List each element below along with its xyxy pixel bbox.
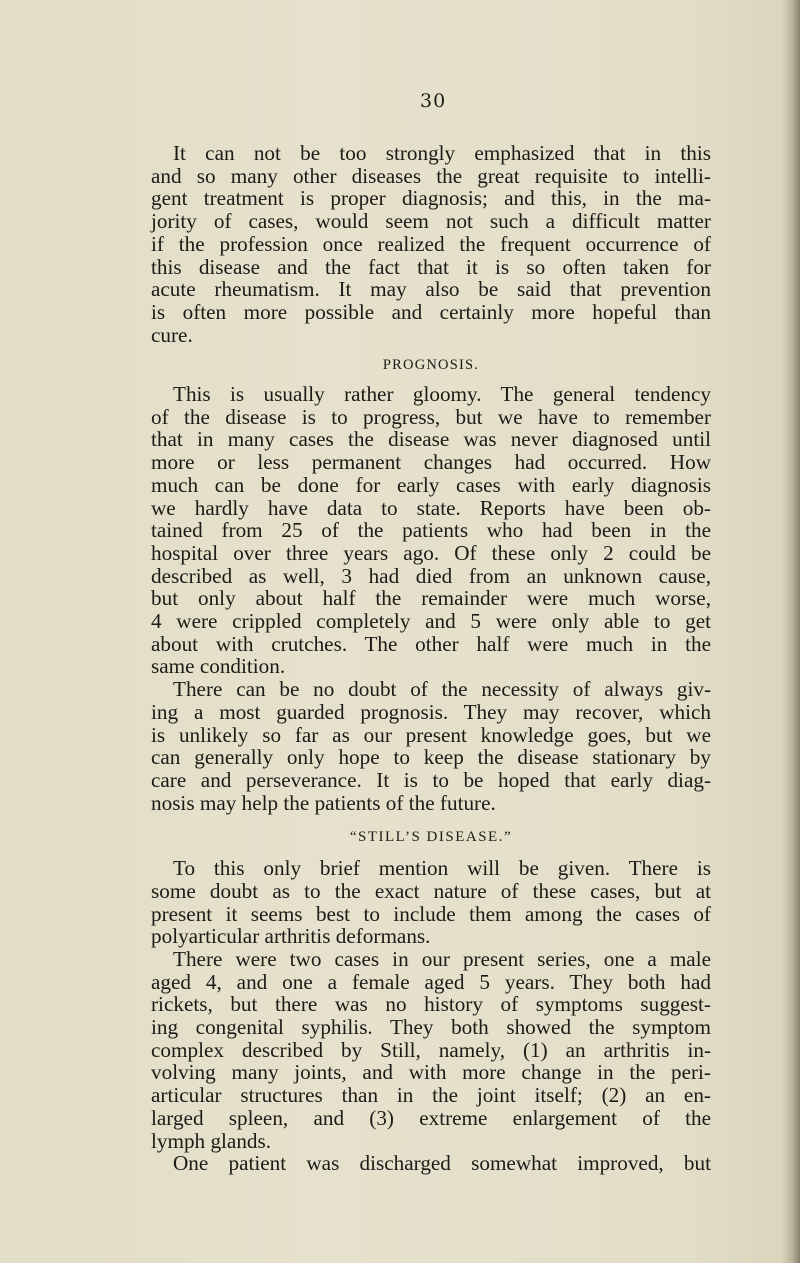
text-line: larged spleen, and (3) extreme enlargement of the [151,1105,711,1130]
text-line: rickets, but there was no history of symptoms suggest- [151,992,711,1017]
page-body-text [151,142,711,1175]
text-line: present it seems best to include them among the cases of [151,901,711,926]
page-number: 30 [420,90,447,112]
paragraph-still-1 [151,857,711,948]
text-line: is unlikely so far as our present knowledge goes, but we [151,722,711,747]
text-line: nosis may help the patients of the future. [151,790,496,815]
text-line: articular structures than in the joint itself; (2) an en- [151,1083,711,1108]
text-line: of the disease is to progress, but we have to remember [151,404,711,429]
text-line: and so many other diseases the great requisite to intelli- [151,163,711,188]
page-edge-shadow [782,0,800,1263]
text-line: 4 were crippled completely and 5 were only able to get [151,609,711,634]
text-line: aged 4, and one a female aged 5 years. They both had [151,969,711,994]
text-line: about with crutches. The other half were much in the [151,631,711,656]
paragraph-prognosis-1 [151,383,711,678]
text-line: complex described by Still, namely, (1) an arthritis in- [151,1037,711,1062]
text-line: described as well, 3 had died from an unknown cause, [151,563,711,588]
text-line: tained from 25 of the patients who had been in the [151,518,711,543]
text-line: if the profession once realized the frequent occurrence of [151,231,711,256]
text-line: much can be done for early cases with early diagnosis [151,472,711,497]
paragraph-intro [151,142,711,346]
text-line: There were two cases in our present series, one a male [173,946,711,971]
paragraph-still-2 [151,948,711,1152]
paragraph-still-3 [151,1152,711,1175]
text-line: some doubt as to the exact nature of these cases, but at [151,878,711,903]
text-line: this disease and the fact that it is so often taken for [151,254,711,279]
text-line: can generally only hope to keep the disease stationary by [151,745,711,770]
text-line: same condition. [151,654,286,679]
text-line: but only about half the remainder were much worse, [151,586,711,611]
text-line: This is usually rather gloomy. The general tendency [173,382,711,407]
text-line: polyarticular arthritis deformans. [151,924,431,949]
text-line: One patient was discharged somewhat improved, but [173,1151,711,1176]
text-line: acute rheumatism. It may also be said that prevention [151,277,711,302]
text-line: There can be no doubt of the necessity of always giv- [173,677,711,702]
text-line: hospital over three years ago. Of these only 2 could be [151,540,711,565]
text-line: more or less permanent changes had occurred. How [151,450,711,475]
text-line: is often more possible and certainly more hopeful than [151,299,711,324]
paragraph-prognosis-2 [151,678,711,814]
section-heading-prognosis: PROGNOSIS. [382,357,480,374]
text-line: care and perseverance. It is to be hoped that early diag- [151,767,711,792]
text-line: ing congenital syphilis. They both showed the symptom [151,1015,711,1040]
text-line: lymph glands. [151,1128,272,1153]
text-line: volving many joints, and with more change in the peri- [151,1060,711,1085]
text-line: ing a most guarded prognosis. They may recover, which [151,699,711,724]
text-line: To this only brief mention will be given. There is [173,856,711,881]
section-heading-stills-disease: “STILL’S DISEASE.” [349,829,513,846]
text-line: It can not be too strongly emphasized that in this [173,141,711,165]
text-line: that in many cases the disease was never diagnosed until [151,427,711,452]
text-line: gent treatment is proper diagnosis; and this, in the ma- [151,186,711,211]
text-line: cure. [151,322,193,347]
text-line: we hardly have data to state. Reports have been ob- [151,495,711,520]
text-line: jority of cases, would seem not such a difficult matter [151,209,711,234]
